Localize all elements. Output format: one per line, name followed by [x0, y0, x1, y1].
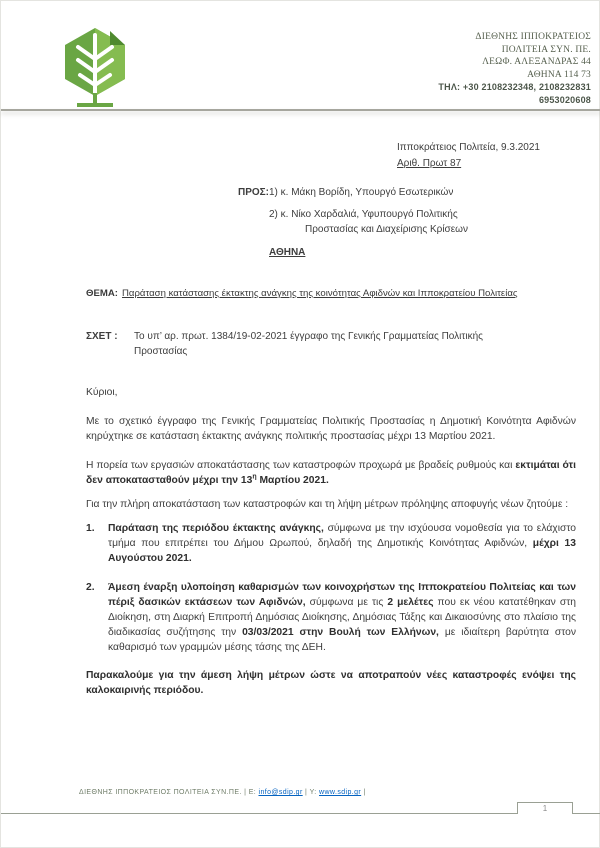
- letter-body: [86, 385, 576, 698]
- org-mobile-line: 6953020608: [538, 94, 591, 105]
- place-date: Ιπποκράτειος Πολιτεία, 9.3.2021: [397, 142, 540, 153]
- footer-email-label: Ε:: [248, 789, 257, 796]
- list-item-2-text-3: με ιδιαίτερη βαρύτητα στον καθαρισμό των γραμμών μέσης τάσης της ΔΕΗ.: [108, 627, 576, 653]
- paragraph-2-bold: εκτιμάται ότι δεν αποκατασταθούν μέχρι την 13: [86, 460, 576, 486]
- subject-label: ΘΕΜΑ:: [86, 288, 118, 299]
- list-item-1: [86, 521, 576, 566]
- list-item-1-number: 1.: [86, 523, 95, 534]
- org-phone-line: ΤΗΛ: +30 2108232348, 2108232831: [438, 82, 591, 92]
- org-name-line: ΔΙΕΘΝΗΣ ΙΠΠΟΚΡΑΤΕΙΟΣ: [475, 32, 591, 42]
- list-item-2-bold-studies: 2 μελέτες: [387, 597, 434, 608]
- list-item-2-text: σύμφωνα με τις: [305, 597, 388, 608]
- ordinal-superscript: η: [252, 473, 257, 481]
- salutation: Κύριοι,: [86, 387, 118, 398]
- org-name-line: ΠΟΛΙΤΕΙΑ ΣΥΝ. ΠΕ.: [501, 44, 591, 55]
- header-divider: [1, 109, 600, 111]
- list-item-2-bold-date: 03/03/2021 στην Βουλή των Ελλήνων,: [242, 627, 439, 638]
- tree-logo-icon: [53, 27, 137, 109]
- paragraph-1: Με το σχετικό έγγραφο της Γενικής Γραμματείας Πολιτικής Προστασίας η Δημοτική Κοινότητα Αφιδνών κηρύχτηκε σε κατάσταση έκτακτης ανάγκης πολιτικής προστασίας μέχρι 13 Μαρτίου 2021.: [86, 416, 576, 442]
- recipient-2: 2) κ. Νίκο Χαρδαλιά, Υφυπουργό Πολιτικής: [269, 209, 458, 220]
- page-number: 1: [517, 802, 573, 814]
- paragraph-2: [86, 458, 576, 488]
- footer-end-separator: |: [363, 789, 366, 796]
- list-item-1-bold: Παράταση της περιόδου έκτακτης ανάγκης,: [108, 523, 324, 534]
- paragraph-2-text: Η πορεία των εργασιών αποκατάστασης των καταστροφών προχωρά με βραδείς ρυθμούς και: [86, 460, 516, 471]
- letterhead-address: [438, 31, 591, 106]
- reference-label: ΣΧΕΤ :: [86, 331, 118, 342]
- subject-line: [86, 288, 518, 299]
- recipients-label: ΠΡΟΣ:: [238, 187, 270, 198]
- list-item-2-bold: Άμεση έναρξη υλοποίηση καθαρισμών των κοινοχρήστων της Ιπποκρατείου Πολιτείας και των πέριξ δασικών εκτάσεων των Αφιδνών,: [108, 582, 576, 608]
- list-item-1-text: σύμφωνα με την ισχύουσα νομοθεσία για το ελάχιστο τμήμα που επιτρέπει του Δήμου Ωρωπού, δηλαδή της Δημοτικής Κοινότητας Αφιδνών,: [108, 523, 576, 549]
- subject-text: Παράταση κατάστασης έκτακτης ανάγκης της κοινότητας Αφιδνών και Ιπποκρατείου Πολιτείας: [121, 288, 518, 299]
- list-item-1-bold-date: μέχρι 13 Αυγούστου 2021.: [108, 538, 577, 564]
- recipients-block: [238, 185, 468, 260]
- reference-text: Το υπ’ αρ. πρωτ. 1384/19-02-2021 έγγραφο της Γενικής Γραμματείας Πολιτικής Προστασίας: [134, 331, 483, 357]
- org-city-line: ΑΘΗΝΑ 114 73: [527, 69, 591, 80]
- footer-website-link[interactable]: www.sdip.gr: [319, 789, 362, 796]
- paragraph-3: Για την πλήρη αποκατάσταση των καταστροφών και τη λήψη μέτρων πρόληψης αποφυγής νέων ζητούμε :: [86, 499, 569, 510]
- recipients-city: ΑΘΗΝΑ: [269, 247, 306, 258]
- recipient-2-continued: Προστασίας και Διαχείρισης Κρίσεων: [305, 224, 468, 235]
- org-address-line: ΛΕΩΦ. ΑΛΕΞΑΝΔΡΑΣ 44: [482, 57, 591, 67]
- footer-divider: [1, 813, 600, 814]
- request-list: [86, 521, 576, 655]
- footer-email-link[interactable]: info@sdip.gr: [258, 789, 303, 796]
- footer: [79, 789, 366, 796]
- list-item-2-text-2: που εκ νέου κατατέθηκαν στη Διοίκηση, στη Διαρκή Επιτροπή Δημόσιας Διοίκησης, Δημόσιας Τάξης και Δικαιοσύνης στο πλαίσιο της διαδικασίας συζήτησης την: [108, 597, 576, 638]
- closing-paragraph: Παρακαλούμε για την άμεση λήψη μέτρων ώστε να αποτραπούν νέες καταστροφές ενόψει της καλοκαιρινής περιόδου.: [86, 670, 576, 696]
- protocol-number: Αριθ. Πρωτ 87: [397, 158, 462, 169]
- reference-line: [86, 329, 506, 359]
- date-protocol-block: [397, 140, 540, 172]
- footer-separator: | Υ:: [305, 789, 317, 796]
- paragraph-2-bold-date: Μαρτίου 2021.: [256, 475, 329, 486]
- list-item-2-number: 2.: [86, 582, 95, 593]
- list-item-2: [86, 580, 576, 655]
- recipient-1: 1) κ. Μάκη Βορίδη, Υπουργό Εσωτερικών: [269, 187, 454, 198]
- footer-org: ΔΙΕΘΝΗΣ ΙΠΠΟΚΡΑΤΕΙΟΣ ΠΟΛΙΤΕΙΑ ΣΥΝ.ΠΕ. |: [79, 789, 247, 796]
